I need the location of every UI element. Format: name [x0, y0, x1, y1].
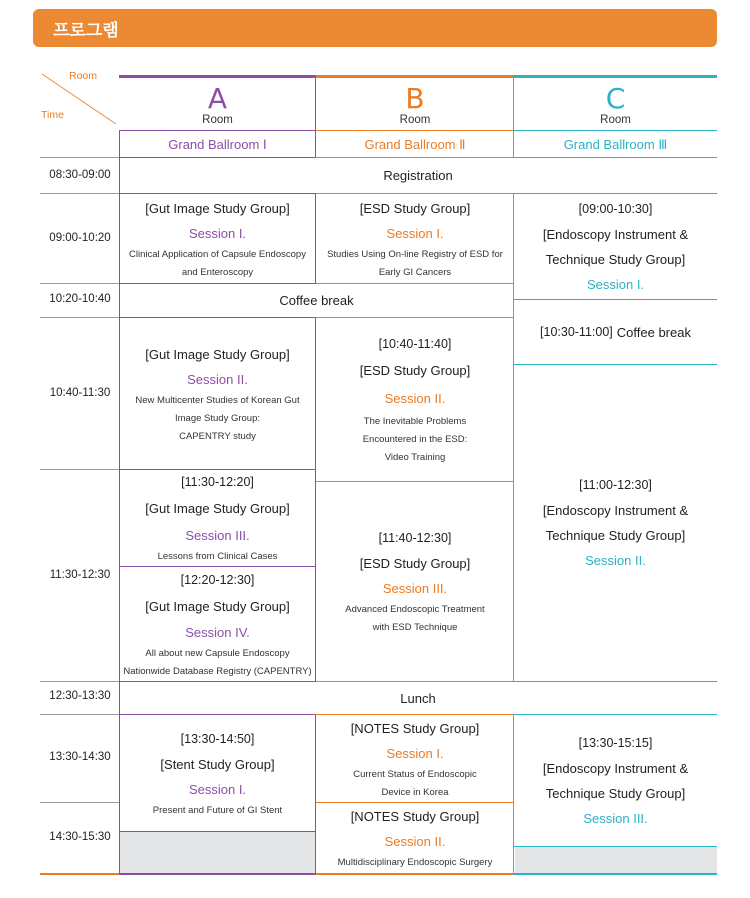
b-s3-group: [ESD Study Group]: [359, 556, 471, 571]
col-c-ballroom: Grand Ballroom Ⅲ: [563, 136, 668, 152]
col-c-letter: C: [605, 82, 626, 115]
c-coffee-time: [10:30-11:00]: [540, 324, 613, 339]
a-session-4: [119, 567, 316, 681]
b-s2-group: [ESD Study Group]: [359, 363, 471, 378]
row-divider: [40, 193, 120, 194]
col-a-top-line: [119, 75, 316, 78]
c-session-3: [514, 715, 717, 846]
b-s3-session: Session III.: [382, 581, 448, 596]
a-s4-time: [12:20-12:30]: [180, 572, 255, 587]
col-b-letter: B: [405, 82, 425, 115]
a-s5-group: [Stent Study Group]: [160, 756, 275, 772]
a-s1-session: Session I.: [188, 225, 247, 241]
b-s3-desc1: Advanced Endoscopic Treatment: [345, 604, 485, 615]
col-c-room-word: Room: [600, 114, 631, 126]
row-divider: [40, 157, 120, 158]
b-s4-group: [NOTES Study Group]: [350, 720, 480, 736]
a-s1-desc2: and Enteroscopy: [181, 266, 254, 278]
c-s1-time: [09:00-10:30]: [578, 201, 653, 216]
c-session-2: [514, 365, 717, 681]
a-s3-time: [11:30-12:20]: [181, 475, 254, 489]
c-s1-group2: Technique Study Group]: [545, 251, 686, 267]
a-s3-group: [Gut Image Study Group]: [145, 501, 290, 516]
b-s1-desc2: Early GI Cancers: [378, 266, 452, 278]
c-s2-group2: Technique Study Group]: [545, 528, 686, 543]
c-session-1: [514, 194, 717, 299]
b-s5-desc1: Multidisciplinary Endoscopic Surgery: [337, 857, 493, 868]
c-s2-group1: [Endoscopy Instrument &: [542, 503, 689, 518]
b-s5-session: Session II.: [384, 834, 446, 849]
row-divider: [40, 681, 120, 682]
a-session-5: [119, 715, 316, 831]
b-s2-desc1: The Inevitable Problems: [363, 416, 467, 427]
c-coffee-label: Coffee break: [616, 324, 691, 340]
registration-cell: Registration: [383, 168, 453, 183]
row-divider: [40, 317, 120, 318]
time-slot: 12:30-13:30: [49, 690, 111, 702]
c-s3-session: Session III.: [583, 810, 648, 826]
b-s4-session: Session I.: [386, 745, 444, 761]
corner-cell: [40, 66, 120, 130]
col-c-header: [514, 82, 717, 128]
corner-room-label: Room: [69, 70, 98, 82]
b-session-4: [316, 715, 514, 802]
time-slot: 14:30-15:30: [49, 831, 111, 843]
coffee-break-ab: Coffee break: [279, 293, 354, 308]
a-s4-desc2: Nationwide Database Registry (CAPENTRY): [123, 665, 312, 677]
c-s2-time: [11:00-12:30]: [579, 478, 652, 492]
a-s3-desc1: Lessons from Clinical Cases: [157, 551, 278, 562]
c-s3-group1: [Endoscopy Instrument &: [542, 760, 689, 776]
b-s4-desc2: Device in Korea: [381, 786, 449, 798]
a-s4-group: [Gut Image Study Group]: [145, 598, 290, 614]
b-s4-desc1: Current Status of Endoscopic: [353, 768, 477, 780]
col-b-ballroom: Grand Ballroom Ⅱ: [364, 136, 466, 152]
col-divider: [513, 78, 514, 158]
col-c-empty-slot: [515, 846, 717, 874]
b-s2-desc2: Encountered in the ESD:: [362, 434, 468, 445]
col-a-header: [119, 82, 316, 128]
a-session-3: [119, 470, 316, 566]
row-divider: [40, 469, 120, 470]
row-divider: [40, 714, 120, 715]
bottom-line-b: [316, 873, 514, 875]
col-a-empty-slot: [120, 831, 316, 874]
col-divider: [315, 78, 316, 158]
time-slot: 13:30-14:30: [49, 751, 111, 763]
a-s2-desc3: CAPENTRY study: [179, 430, 256, 442]
a-s5-time: [13:30-14:50]: [180, 731, 255, 746]
col-a-ballroom: Grand Ballroom Ⅰ: [168, 136, 267, 152]
col-b-room-word: Room: [399, 114, 431, 126]
a-s2-desc1: New Multicenter Studies of Korean Gut: [135, 394, 300, 406]
b-s2-time: [10:40-11:40]: [378, 337, 452, 351]
b-s2-desc3: Video Training: [384, 452, 446, 463]
a-s2-session: Session II.: [187, 371, 248, 387]
corner-time-label: Time: [41, 109, 64, 121]
bottom-line-time: [40, 873, 120, 875]
b-s1-group: [ESD Study Group]: [359, 200, 471, 216]
b-session-1: [316, 194, 514, 283]
b-s1-desc1: Studies Using On-line Registry of ESD for: [327, 248, 503, 260]
col-c-line: [514, 846, 717, 847]
c-s1-session: Session I.: [586, 276, 645, 292]
b-s5-group: [NOTES Study Group]: [350, 809, 480, 824]
a-s1-group: [Gut Image Study Group]: [145, 200, 290, 216]
a-s4-session: Session IV.: [185, 624, 250, 640]
a-s4-desc1: All about new Capsule Endoscopy: [145, 647, 290, 659]
c-coffee-break: [514, 300, 717, 364]
c-s3-group2: Technique Study Group]: [545, 785, 686, 801]
a-s3-session: Session III.: [185, 528, 250, 543]
a-s5-desc1: Present and Future of GI Stent: [152, 804, 283, 816]
col-a-line: [119, 831, 316, 832]
b-session-3: [316, 482, 514, 681]
a-session-1: [119, 194, 316, 283]
b-session-5: [316, 803, 514, 873]
time-slot: 10:40-11:30: [49, 387, 111, 399]
col-c-top-line: [514, 75, 717, 78]
time-slot: 11:30-12:30: [49, 569, 111, 581]
a-s2-desc2: Image Study Group:: [174, 412, 261, 424]
c-s3-time: [13:30-15:15]: [578, 735, 653, 750]
b-session-2: [316, 318, 514, 481]
time-slot: 08:30-09:00: [49, 169, 111, 181]
lunch-cell: Lunch: [400, 690, 436, 706]
b-s3-desc2: with ESD Technique: [372, 622, 458, 633]
col-a-room-word: Room: [202, 114, 233, 126]
time-slot: 09:00-10:20: [49, 232, 111, 244]
a-s2-group: [Gut Image Study Group]: [145, 346, 290, 362]
c-s1-group1: [Endoscopy Instrument &: [542, 226, 689, 242]
col-b-header: [316, 82, 514, 128]
b-s3-time: [11:40-12:30]: [378, 531, 452, 545]
row-divider: [40, 283, 120, 284]
col-a-letter: A: [207, 82, 228, 115]
bottom-line-a: [119, 873, 316, 875]
page-title: 프로그램: [53, 21, 119, 41]
b-s1-session: Session I.: [386, 225, 444, 241]
bottom-line-c: [514, 873, 717, 875]
c-s2-session: Session II.: [585, 553, 646, 568]
b-s2-session: Session II.: [384, 391, 446, 406]
a-session-2: [119, 318, 316, 469]
row-divider: [40, 802, 120, 803]
time-slot: 10:20-10:40: [49, 293, 111, 305]
col-b-top-line: [316, 75, 514, 78]
a-s5-session: Session I.: [188, 781, 247, 797]
header-bar: [33, 9, 717, 47]
a-s1-desc1: Clinical Application of Capsule Endoscopy: [129, 248, 306, 260]
